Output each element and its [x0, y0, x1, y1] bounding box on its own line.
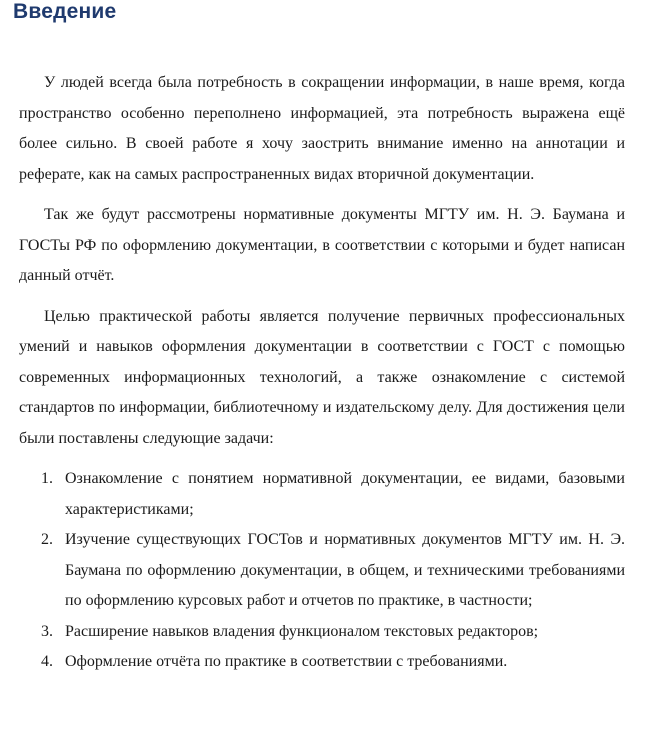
task-number: 2. [41, 531, 53, 548]
paragraph-goal: Целью практической работы является получение первичных профессиональных умений и навыков оформления документации в соответствии с ГОСТ с помощью современных информационных технологий, а также ознакомление с системой стандартов по информации, библиотечному и издательскому делу. Для достижения цели были поставлены следующие задачи: [19, 307, 625, 447]
document-body [19, 68, 625, 678]
task-text: Оформление отчёта по практике в соответствии с требованиями. [65, 653, 508, 670]
paragraph-intro: У людей всегда была потребность в сокращении информации, в наше время, когда пространство особенно переполнено информацией, эта потребность выражена ещё более сильно. В своей работе я хочу заострить внимание именно на аннотации и реферате, как на самых распространенных видах вторичной документации. [19, 74, 625, 183]
paragraph-documents: Так же будут рассмотрены нормативные документы МГТУ им. Н. Э. Баумана и ГОСТы РФ по оформлению документации, в соответствии с которыми и будет написан данный отчёт. [19, 206, 625, 284]
task-number: 4. [41, 653, 53, 670]
task-list-item [19, 525, 625, 617]
task-text: Изучение существующих ГОСТов и нормативных документов МГТУ им. Н. Э. Баумана по оформлению документации, в общем, и техническими требованиями по оформлению курсовых работ и отчетов по практике, в частности; [65, 531, 625, 609]
task-list-item [19, 647, 625, 678]
task-number: 3. [41, 622, 53, 640]
task-text: Расширение навыков владения функционалом текстовых редакторов; [65, 622, 539, 640]
section-heading: Введение [13, 0, 117, 23]
task-list [19, 464, 625, 678]
task-list-item [19, 617, 625, 648]
task-text: Ознакомление с понятием нормативной документации, ее видами, базовыми характеристиками; [65, 470, 625, 518]
task-list-item [19, 464, 625, 525]
task-number: 1. [41, 470, 53, 487]
